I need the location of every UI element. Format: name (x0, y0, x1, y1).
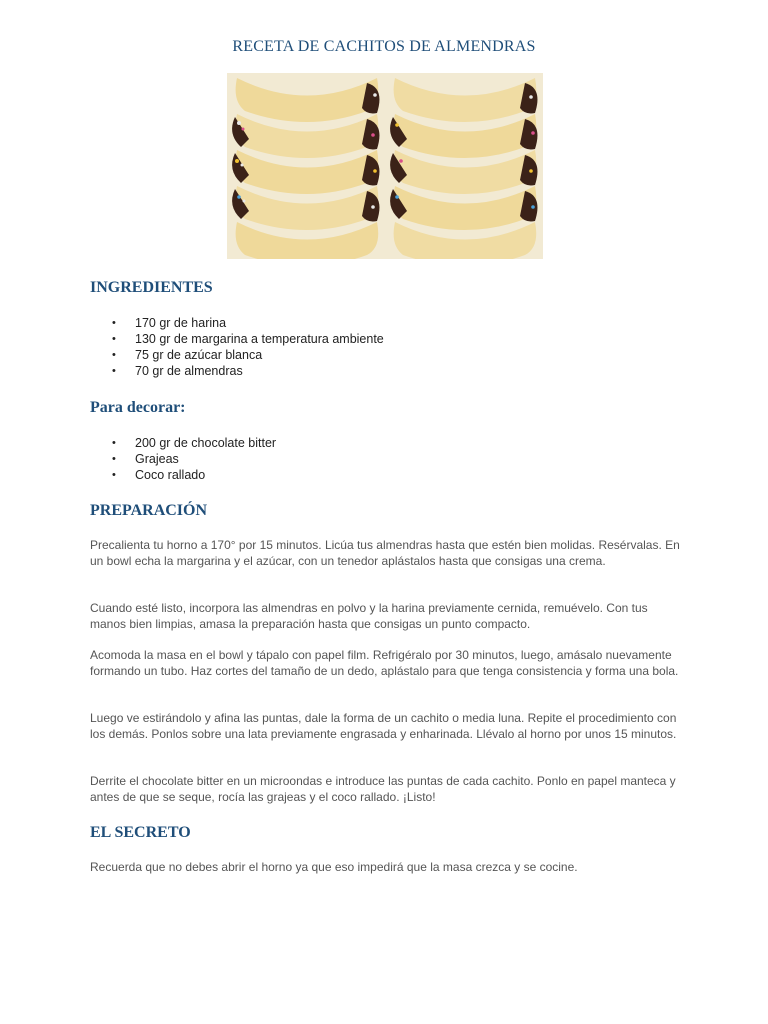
preparation-heading: PREPARACIÓN (90, 502, 208, 519)
decorate-heading: Para decorar: (90, 399, 186, 416)
recipe-title: RECETA DE CACHITOS DE ALMENDRAS (232, 38, 536, 55)
secret-heading: EL SECRETO (90, 824, 191, 841)
preparation-paragraph: Derrite el chocolate bitter en un microondas e introduce las puntas de cada cachito. Ponlo en papel manteca y antes de que se seque, rocía las grajeas y el coco rallado. ¡Listo! (90, 774, 676, 804)
list-item: • 70 gr de almendras (90, 363, 384, 379)
preparation-paragraph: Acomoda la masa en el bowl y tápalo con papel film. Refrigéralo por 30 minutos, luego, amásalo nuevamente formando un tubo. Haz cortes del tamaño de un dedo, aplástalo para que tenga consistencia y forma una bola. (90, 648, 679, 678)
list-item: • 200 gr de chocolate bitter (90, 435, 276, 451)
ingredients-heading: INGREDIENTES (90, 279, 213, 296)
preparation-paragraph: Cuando esté listo, incorpora las almendras en polvo y la harina previamente cernida, remuévelo. Con tus manos bien limpias, amasa la preparación hasta que consigas un punto compacto. (90, 601, 648, 631)
list-item: • 75 gr de azúcar blanca (90, 347, 384, 363)
list-item: • 170 gr de harina (90, 315, 384, 331)
preparation-paragraph: Luego ve estirándolo y afina las puntas, dale la forma de un cachito o media luna. Repite el procedimiento con los demás. Ponlos sobre una lata previamente engrasada y enharinada. Llévalo al horno por unos 15 minutos. (90, 711, 677, 741)
list-item: • 130 gr de margarina a temperatura ambiente (90, 331, 384, 347)
preparation-paragraph: Precalienta tu horno a 170° por 15 minutos. Licúa tus almendras hasta que estén bien molidas. Resérvalas. En un bowl echa la margarina y el azúcar, con un tenedor aplástalos hasta que consigas una crema. (90, 538, 680, 568)
secret-paragraph: Recuerda que no debes abrir el horno ya que eso impedirá que la masa crezca y se cocine. (90, 860, 578, 874)
cookies-photo (227, 73, 543, 259)
list-item: • Grajeas (90, 451, 276, 467)
decorate-list (90, 435, 276, 483)
ingredients-list (90, 315, 384, 379)
list-item: • Coco rallado (90, 467, 276, 483)
